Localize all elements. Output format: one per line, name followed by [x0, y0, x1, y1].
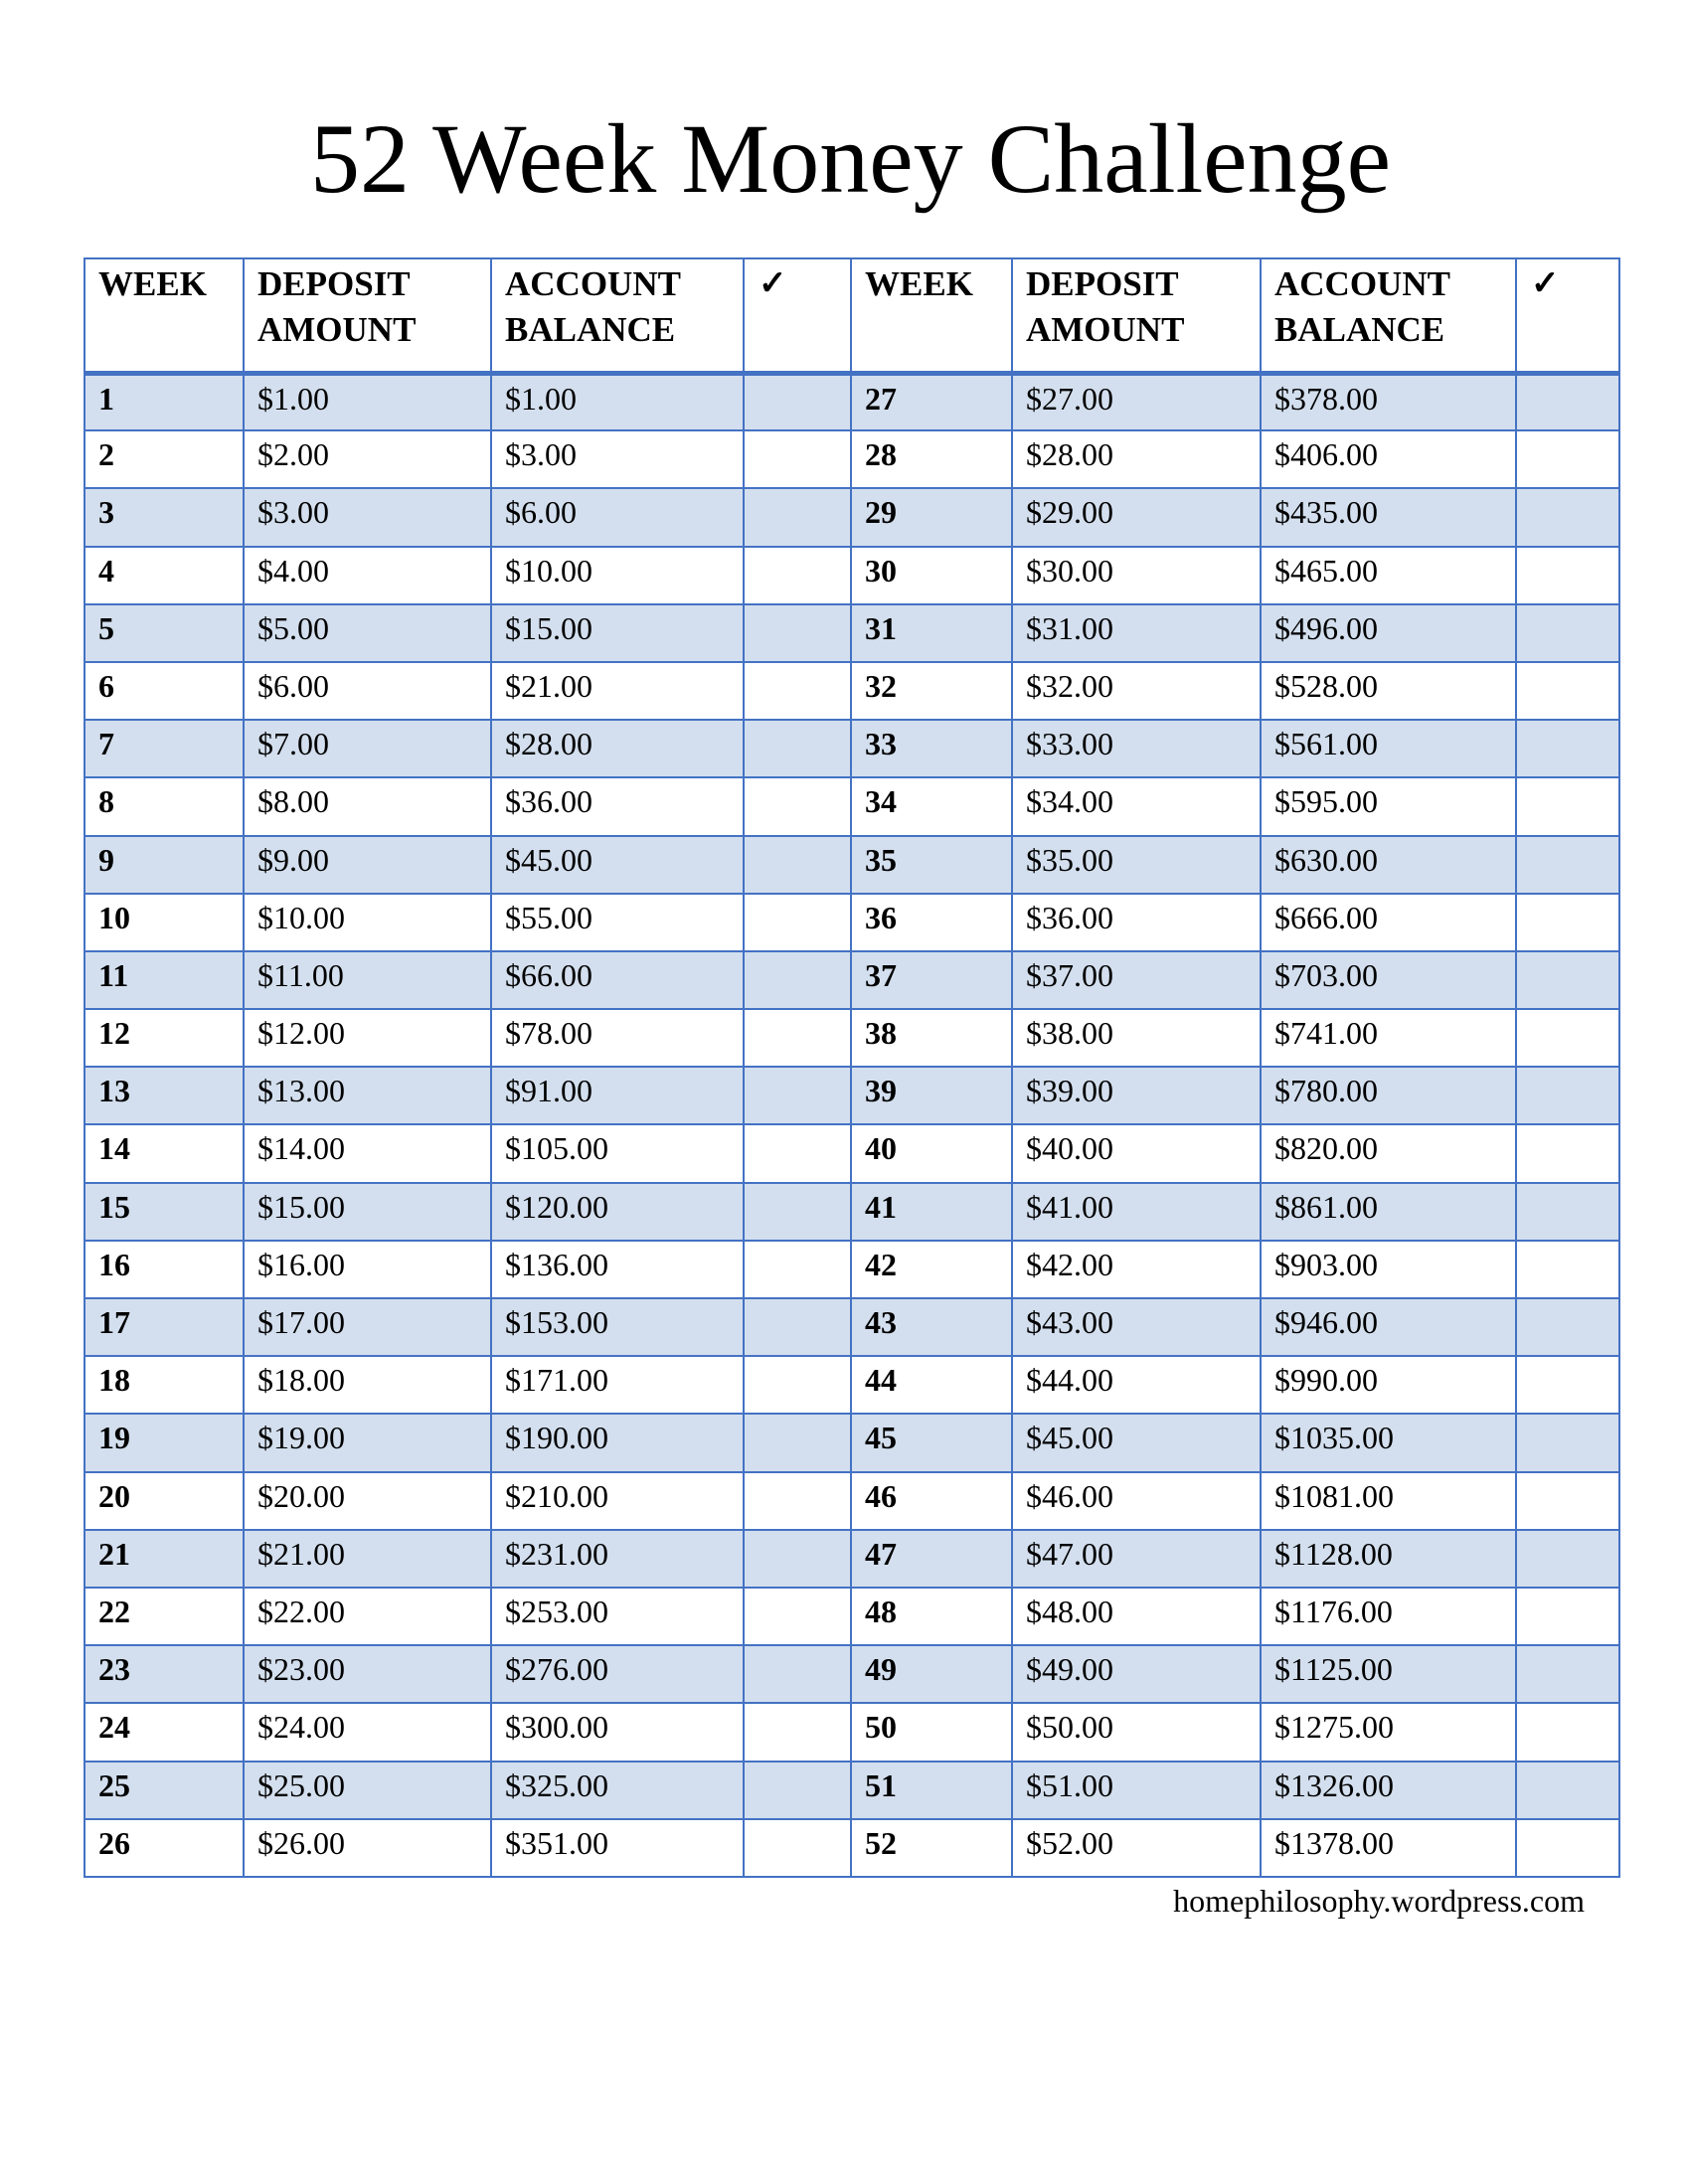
balance-cell: $136.00 — [491, 1241, 744, 1298]
deposit-cell: $8.00 — [244, 777, 491, 835]
check-cell[interactable] — [744, 1530, 851, 1588]
deposit-cell: $2.00 — [244, 430, 491, 488]
deposit-cell: $39.00 — [1012, 1067, 1261, 1124]
table-row — [85, 1298, 1619, 1356]
balance-cell: $10.00 — [491, 547, 744, 604]
week-cell: 38 — [851, 1009, 1012, 1067]
deposit-cell: $16.00 — [244, 1241, 491, 1298]
balance-cell: $406.00 — [1261, 430, 1516, 488]
deposit-cell: $34.00 — [1012, 777, 1261, 835]
check-cell[interactable] — [744, 777, 851, 835]
balance-cell: $465.00 — [1261, 547, 1516, 604]
deposit-cell: $10.00 — [244, 894, 491, 951]
week-cell: 36 — [851, 894, 1012, 951]
deposit-cell: $43.00 — [1012, 1298, 1261, 1356]
deposit-cell: $24.00 — [244, 1703, 491, 1761]
check-cell[interactable] — [744, 1762, 851, 1819]
table-header-row — [85, 258, 1619, 373]
check-cell[interactable] — [744, 488, 851, 546]
check-cell[interactable] — [744, 1414, 851, 1471]
table-row — [85, 1819, 1619, 1877]
balance-cell: $435.00 — [1261, 488, 1516, 546]
table-row — [85, 1356, 1619, 1414]
week-cell: 10 — [85, 894, 244, 951]
balance-cell: $66.00 — [491, 951, 744, 1009]
table-row — [85, 1183, 1619, 1241]
deposit-cell: $48.00 — [1012, 1588, 1261, 1645]
check-cell[interactable] — [744, 1067, 851, 1124]
deposit-cell: $4.00 — [244, 547, 491, 604]
balance-cell: $820.00 — [1261, 1124, 1516, 1182]
deposit-cell: $6.00 — [244, 662, 491, 720]
week-cell: 49 — [851, 1645, 1012, 1703]
week-cell: 48 — [851, 1588, 1012, 1645]
week-cell: 51 — [851, 1762, 1012, 1819]
week-cell: 46 — [851, 1472, 1012, 1530]
deposit-cell: $18.00 — [244, 1356, 491, 1414]
deposit-cell: $32.00 — [1012, 662, 1261, 720]
week-cell: 33 — [851, 720, 1012, 777]
week-cell: 39 — [851, 1067, 1012, 1124]
balance-cell: $153.00 — [491, 1298, 744, 1356]
check-cell[interactable] — [744, 1819, 851, 1877]
table-row — [85, 1124, 1619, 1182]
check-cell[interactable] — [1516, 951, 1619, 1009]
balance-cell: $55.00 — [491, 894, 744, 951]
deposit-cell: $30.00 — [1012, 547, 1261, 604]
week-cell: 26 — [85, 1819, 244, 1877]
deposit-cell: $13.00 — [244, 1067, 491, 1124]
balance-cell: $903.00 — [1261, 1241, 1516, 1298]
header-week: WEEK — [851, 258, 1012, 373]
balance-cell: $861.00 — [1261, 1183, 1516, 1241]
check-cell[interactable] — [1516, 488, 1619, 546]
deposit-cell: $42.00 — [1012, 1241, 1261, 1298]
balance-cell: $1081.00 — [1261, 1472, 1516, 1530]
week-cell: 5 — [85, 604, 244, 662]
balance-cell: $6.00 — [491, 488, 744, 546]
week-cell: 9 — [85, 836, 244, 894]
week-cell: 41 — [851, 1183, 1012, 1241]
balance-cell: $105.00 — [491, 1124, 744, 1182]
balance-cell: $28.00 — [491, 720, 744, 777]
balance-cell: $351.00 — [491, 1819, 744, 1877]
check-cell[interactable] — [1516, 1530, 1619, 1588]
check-cell[interactable] — [1516, 1472, 1619, 1530]
week-cell: 1 — [85, 373, 244, 430]
check-cell[interactable] — [1516, 1762, 1619, 1819]
deposit-cell: $29.00 — [1012, 488, 1261, 546]
check-cell[interactable] — [744, 951, 851, 1009]
table-row — [85, 1472, 1619, 1530]
table-row — [85, 662, 1619, 720]
table-row — [85, 836, 1619, 894]
table-row — [85, 777, 1619, 835]
check-cell[interactable] — [744, 1183, 851, 1241]
week-cell: 32 — [851, 662, 1012, 720]
header-check — [1516, 258, 1619, 373]
week-cell: 47 — [851, 1530, 1012, 1588]
week-cell: 42 — [851, 1241, 1012, 1298]
deposit-cell: $19.00 — [244, 1414, 491, 1471]
deposit-cell: $21.00 — [244, 1530, 491, 1588]
week-cell: 22 — [85, 1588, 244, 1645]
deposit-cell: $35.00 — [1012, 836, 1261, 894]
deposit-cell: $1.00 — [244, 373, 491, 430]
week-cell: 2 — [85, 430, 244, 488]
balance-cell: $666.00 — [1261, 894, 1516, 951]
balance-cell: $276.00 — [491, 1645, 744, 1703]
check-cell[interactable] — [744, 1356, 851, 1414]
balance-cell: $630.00 — [1261, 836, 1516, 894]
week-cell: 29 — [851, 488, 1012, 546]
table-row — [85, 430, 1619, 488]
week-cell: 20 — [85, 1472, 244, 1530]
balance-cell: $528.00 — [1261, 662, 1516, 720]
deposit-cell: $5.00 — [244, 604, 491, 662]
week-cell: 52 — [851, 1819, 1012, 1877]
check-cell[interactable] — [744, 836, 851, 894]
check-cell[interactable] — [1516, 1241, 1619, 1298]
week-cell: 50 — [851, 1703, 1012, 1761]
check-cell[interactable] — [1516, 1819, 1619, 1877]
table-row — [85, 488, 1619, 546]
check-cell[interactable] — [744, 373, 851, 430]
deposit-cell: $37.00 — [1012, 951, 1261, 1009]
balance-cell: $378.00 — [1261, 373, 1516, 430]
balance-cell: $253.00 — [491, 1588, 744, 1645]
check-cell[interactable] — [1516, 894, 1619, 951]
balance-cell: $780.00 — [1261, 1067, 1516, 1124]
balance-cell: $171.00 — [491, 1356, 744, 1414]
deposit-cell: $38.00 — [1012, 1009, 1261, 1067]
check-cell[interactable] — [1516, 1588, 1619, 1645]
check-cell[interactable] — [744, 662, 851, 720]
check-cell[interactable] — [1516, 777, 1619, 835]
balance-cell: $1275.00 — [1261, 1703, 1516, 1761]
balance-cell: $21.00 — [491, 662, 744, 720]
week-cell: 16 — [85, 1241, 244, 1298]
table-row — [85, 1067, 1619, 1124]
balance-cell: $990.00 — [1261, 1356, 1516, 1414]
week-cell: 3 — [85, 488, 244, 546]
table-row — [85, 1645, 1619, 1703]
balance-cell: $91.00 — [491, 1067, 744, 1124]
challenge-table — [84, 257, 1620, 1878]
table-row — [85, 1703, 1619, 1761]
balance-cell: $703.00 — [1261, 951, 1516, 1009]
table-row — [85, 1530, 1619, 1588]
check-cell[interactable] — [1516, 1645, 1619, 1703]
header-deposit: DEPOSIT AMOUNT — [1012, 258, 1261, 373]
check-cell[interactable] — [744, 1009, 851, 1067]
deposit-cell: $12.00 — [244, 1009, 491, 1067]
check-cell[interactable] — [744, 430, 851, 488]
table-row — [85, 1762, 1619, 1819]
deposit-cell: $47.00 — [1012, 1530, 1261, 1588]
deposit-cell: $31.00 — [1012, 604, 1261, 662]
header-balance: ACCOUNT BALANCE — [1261, 258, 1516, 373]
check-cell[interactable] — [1516, 720, 1619, 777]
check-cell[interactable] — [744, 1645, 851, 1703]
week-cell: 30 — [851, 547, 1012, 604]
balance-cell: $1.00 — [491, 373, 744, 430]
table-row — [85, 604, 1619, 662]
deposit-cell: $52.00 — [1012, 1819, 1261, 1877]
deposit-cell: $36.00 — [1012, 894, 1261, 951]
check-cell[interactable] — [1516, 1414, 1619, 1471]
week-cell: 44 — [851, 1356, 1012, 1414]
checkmark-icon: ✓ — [1531, 265, 1560, 302]
check-cell[interactable] — [1516, 1124, 1619, 1182]
header-week: WEEK — [85, 258, 244, 373]
deposit-cell: $9.00 — [244, 836, 491, 894]
check-cell[interactable] — [744, 1703, 851, 1761]
week-cell: 24 — [85, 1703, 244, 1761]
deposit-cell: $7.00 — [244, 720, 491, 777]
balance-cell: $231.00 — [491, 1530, 744, 1588]
balance-cell: $325.00 — [491, 1762, 744, 1819]
deposit-cell: $27.00 — [1012, 373, 1261, 430]
week-cell: 6 — [85, 662, 244, 720]
week-cell: 19 — [85, 1414, 244, 1471]
balance-cell: $190.00 — [491, 1414, 744, 1471]
week-cell: 15 — [85, 1183, 244, 1241]
week-cell: 23 — [85, 1645, 244, 1703]
check-cell[interactable] — [744, 1124, 851, 1182]
deposit-cell: $40.00 — [1012, 1124, 1261, 1182]
check-cell[interactable] — [1516, 1183, 1619, 1241]
check-cell[interactable] — [1516, 373, 1619, 430]
balance-cell: $595.00 — [1261, 777, 1516, 835]
week-cell: 31 — [851, 604, 1012, 662]
week-cell: 34 — [851, 777, 1012, 835]
table-row — [85, 1009, 1619, 1067]
table-row — [85, 1414, 1619, 1471]
balance-cell: $45.00 — [491, 836, 744, 894]
balance-cell: $1125.00 — [1261, 1645, 1516, 1703]
balance-cell: $36.00 — [491, 777, 744, 835]
week-cell: 25 — [85, 1762, 244, 1819]
balance-cell: $946.00 — [1261, 1298, 1516, 1356]
table-row — [85, 547, 1619, 604]
balance-cell: $741.00 — [1261, 1009, 1516, 1067]
deposit-cell: $44.00 — [1012, 1356, 1261, 1414]
table-row — [85, 894, 1619, 951]
table-row — [85, 951, 1619, 1009]
header-check — [744, 258, 851, 373]
week-cell: 40 — [851, 1124, 1012, 1182]
check-cell[interactable] — [1516, 547, 1619, 604]
week-cell: 11 — [85, 951, 244, 1009]
balance-cell: $15.00 — [491, 604, 744, 662]
check-cell[interactable] — [744, 1241, 851, 1298]
balance-cell: $300.00 — [491, 1703, 744, 1761]
table-row — [85, 1241, 1619, 1298]
balance-cell: $78.00 — [491, 1009, 744, 1067]
week-cell: 4 — [85, 547, 244, 604]
deposit-cell: $3.00 — [244, 488, 491, 546]
check-cell[interactable] — [1516, 662, 1619, 720]
week-cell: 14 — [85, 1124, 244, 1182]
check-cell[interactable] — [1516, 1067, 1619, 1124]
check-cell[interactable] — [1516, 430, 1619, 488]
balance-cell: $561.00 — [1261, 720, 1516, 777]
week-cell: 45 — [851, 1414, 1012, 1471]
check-cell[interactable] — [744, 1472, 851, 1530]
week-cell: 8 — [85, 777, 244, 835]
balance-cell: $1378.00 — [1261, 1819, 1516, 1877]
week-cell: 7 — [85, 720, 244, 777]
week-cell: 21 — [85, 1530, 244, 1588]
deposit-cell: $15.00 — [244, 1183, 491, 1241]
week-cell: 43 — [851, 1298, 1012, 1356]
balance-cell: $1035.00 — [1261, 1414, 1516, 1471]
check-cell[interactable] — [1516, 1009, 1619, 1067]
check-cell[interactable] — [744, 604, 851, 662]
check-cell[interactable] — [744, 547, 851, 604]
balance-cell: $1128.00 — [1261, 1530, 1516, 1588]
check-cell[interactable] — [744, 1588, 851, 1645]
balance-cell: $210.00 — [491, 1472, 744, 1530]
deposit-cell: $22.00 — [244, 1588, 491, 1645]
table-row — [85, 1588, 1619, 1645]
check-cell[interactable] — [1516, 1298, 1619, 1356]
balance-cell: $1176.00 — [1261, 1588, 1516, 1645]
footer-credit: homephilosophy.wordpress.com — [1173, 1883, 1585, 1919]
check-cell[interactable] — [1516, 1356, 1619, 1414]
week-cell: 13 — [85, 1067, 244, 1124]
week-cell: 17 — [85, 1298, 244, 1356]
balance-cell: $120.00 — [491, 1183, 744, 1241]
balance-cell: $3.00 — [491, 430, 744, 488]
check-cell[interactable] — [1516, 604, 1619, 662]
deposit-cell: $51.00 — [1012, 1762, 1261, 1819]
header-balance: ACCOUNT BALANCE — [491, 258, 744, 373]
week-cell: 28 — [851, 430, 1012, 488]
deposit-cell: $45.00 — [1012, 1414, 1261, 1471]
deposit-cell: $49.00 — [1012, 1645, 1261, 1703]
deposit-cell: $14.00 — [244, 1124, 491, 1182]
week-cell: 18 — [85, 1356, 244, 1414]
check-cell[interactable] — [744, 720, 851, 777]
deposit-cell: $33.00 — [1012, 720, 1261, 777]
table-row — [85, 373, 1619, 430]
deposit-cell: $25.00 — [244, 1762, 491, 1819]
header-deposit: DEPOSIT AMOUNT — [244, 258, 491, 373]
checkmark-icon: ✓ — [759, 265, 787, 302]
deposit-cell: $20.00 — [244, 1472, 491, 1530]
table-row — [85, 720, 1619, 777]
deposit-cell: $17.00 — [244, 1298, 491, 1356]
deposit-cell: $41.00 — [1012, 1183, 1261, 1241]
deposit-cell: $23.00 — [244, 1645, 491, 1703]
week-cell: 27 — [851, 373, 1012, 430]
deposit-cell: $50.00 — [1012, 1703, 1261, 1761]
check-cell[interactable] — [1516, 1703, 1619, 1761]
deposit-cell: $26.00 — [244, 1819, 491, 1877]
week-cell: 37 — [851, 951, 1012, 1009]
deposit-cell: $11.00 — [244, 951, 491, 1009]
balance-cell: $1326.00 — [1261, 1762, 1516, 1819]
deposit-cell: $28.00 — [1012, 430, 1261, 488]
check-cell[interactable] — [1516, 836, 1619, 894]
check-cell[interactable] — [744, 894, 851, 951]
check-cell[interactable] — [744, 1298, 851, 1356]
week-cell: 12 — [85, 1009, 244, 1067]
balance-cell: $496.00 — [1261, 604, 1516, 662]
page-title: 52 Week Money Challenge — [309, 103, 1392, 214]
deposit-cell: $46.00 — [1012, 1472, 1261, 1530]
week-cell: 35 — [851, 836, 1012, 894]
